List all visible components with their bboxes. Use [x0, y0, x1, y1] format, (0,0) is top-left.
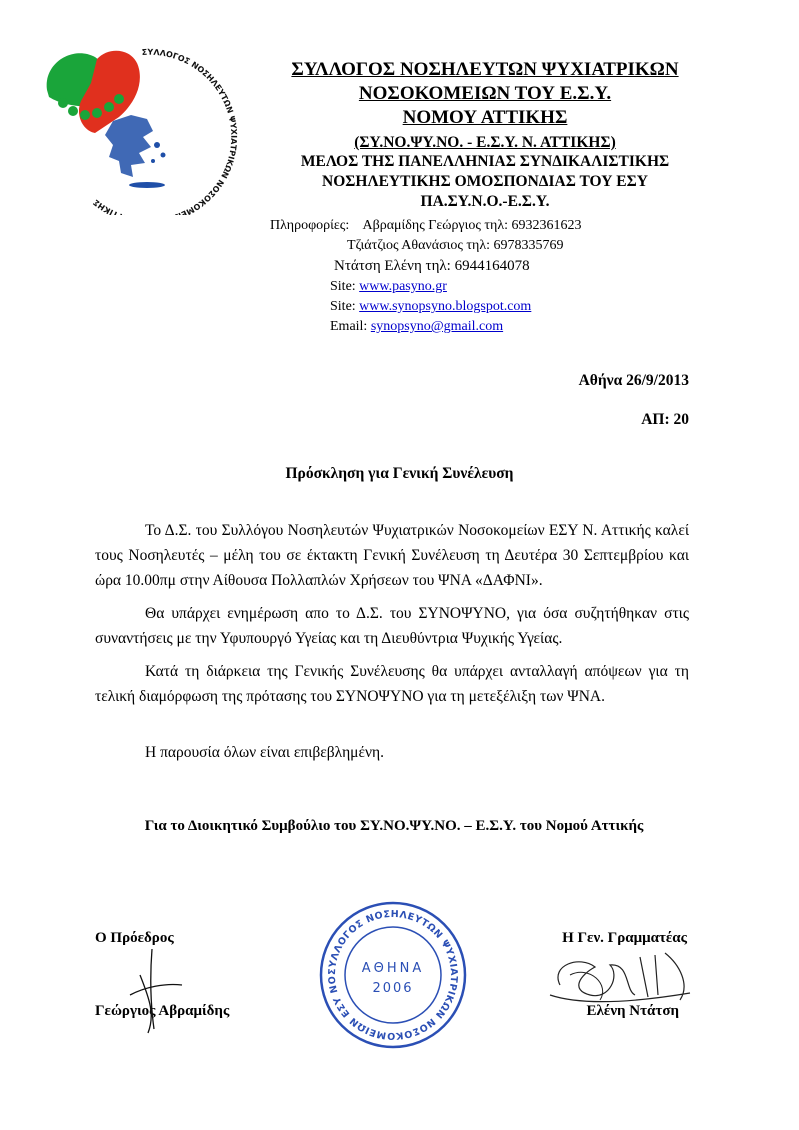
- contact-avramidis: Αβραμίδης Γεώργιος τηλ: 6932361623: [362, 218, 582, 233]
- document-date: Αθήνα 26/9/2013: [578, 372, 689, 389]
- member-line3: ΠΑ.ΣΥ.Ν.Ο.-Ε.Σ.Υ.: [420, 193, 550, 210]
- secretary-name: Ελένη Ντάτση: [586, 1003, 679, 1019]
- stamp-year: 2006: [372, 981, 414, 996]
- logo-heart-hands-icon: [35, 35, 250, 215]
- body-paragraph-1: Το Δ.Σ. του Συλλόγου Νοσηλευτών Ψυχιατρικών Νοσοκομείων ΕΣΥ Ν. Αττικής καλεί τους Νοσηλευτές – μέλη του σε έκτακτη Γενική Συνέλευση τη Δευτέρα 30 Σεπτεμβρίου και ώρα 10.00πμ στην Αίθουσα Πολλαπλών Χρήσεων του ΨΝΑ «ΔΑΦΝΙ».: [95, 522, 689, 589]
- president-title: Ο Πρόεδρος: [95, 930, 174, 946]
- site-pasyno-link[interactable]: www.pasyno.gr: [359, 279, 447, 294]
- organization-logo: [35, 35, 250, 215]
- document-subject: Πρόσκληση για Γενική Συνέλευση: [285, 465, 514, 482]
- email-link[interactable]: synopsyno@gmail.com: [370, 319, 504, 334]
- body-paragraph-3: Κατά τη διάρκεια της Γενικής Συνέλευσης θα υπάρχει ανταλλαγή απόψεων για τη τελική διαμόρφωση της πρότασης του ΣΥΝΟΨΥΝΟ για τη μετεξέλιξη των ΨΝΑ.: [95, 663, 689, 705]
- secretary-signature: [540, 945, 700, 1015]
- president-name: Γεώργιος Αβραμίδης: [95, 1003, 230, 1019]
- site-label: Site:: [330, 279, 356, 294]
- site-label-2: Site:: [330, 299, 356, 314]
- body-paragraph-4: Η παρουσία όλων είναι επιβεβλημένη.: [145, 744, 384, 761]
- org-name-line1: ΣΥΛΛΟΓΟΣ ΝΟΣΗΛΕΥΤΩΝ ΨΥΧΙΑΤΡΙΚΩΝ: [291, 59, 679, 80]
- email-label: Email:: [330, 319, 368, 334]
- body-paragraph-2: Θα υπάρχει ενημέρωση απο το Δ.Σ. του ΣΥΝΟΨΥΝΟ, για όσα συζητήθηκαν στις συναντήσεις με την Υφυπουργό Υγείας και τη Διευθύντρια Ψυχικής Υγείας.: [95, 605, 689, 647]
- secretary-title: Η Γεν. Γραμματέας: [562, 930, 687, 946]
- site-line2: [330, 297, 531, 317]
- stamp-city: ΑΘΗΝΑ: [361, 961, 425, 976]
- letter-body: [95, 518, 689, 765]
- logo-ring-text: ΣΥΛΛΟΓΟΣ ΝΟΣΗΛΕΥΤΩΝ ΨΥΧΙΑΤΡΙΚΩΝ ΝΟΣΟΚΟΜΕ ΤΙΚΗΣ: [91, 47, 239, 215]
- stamp-seal-icon: [318, 900, 468, 1050]
- official-stamp: [318, 900, 468, 1050]
- stamp-ring-text: ΣΥΛΛΟΓΟΣ ΝΟΣΗΛΕΥΤΩΝ ΨΥΧΙΑΤΡΙΚΩΝ ΝΟΣΟΚΟΜΕΙΩΝ ΕΣΥ ΝΟ: [326, 908, 460, 1042]
- org-name-line3: ΝΟΜΟΥ ΑΤΤΙΚΗΣ: [402, 107, 568, 128]
- email-line: [330, 317, 503, 337]
- closing-line: Για το Διοικητικό Συμβούλιο του ΣΥ.ΝΟ.ΨΥ.ΝΟ. – Ε.Σ.Υ. του Νομού Αττικής: [144, 818, 644, 834]
- contact-label: Πληροφορίες:: [270, 218, 350, 233]
- contact-ntatsi: Ντάτση Ελένη τηλ: 6944164078: [334, 258, 530, 274]
- contact-line1: [270, 216, 582, 236]
- protocol-number: ΑΠ: 20: [641, 411, 689, 428]
- member-line1: ΜΕΛΟΣ ΤΗΣ ΠΑΝΕΛΛΗΝΙΑΣ ΣΥΝΔΙΚΑΛΙΣΤΙΚΗΣ: [300, 153, 670, 170]
- site-blogspot-link[interactable]: www.synopsyno.blogspot.com: [359, 299, 532, 314]
- contact-tziatzios: Τζιάτζιος Αθανάσιος τηλ: 6978335769: [347, 238, 564, 253]
- site-line1: [330, 277, 447, 297]
- org-abbreviation: (ΣΥ.ΝΟ.ΨΥ.ΝΟ. - Ε.Σ.Υ. Ν. ΑΤΤΙΚΗΣ): [354, 134, 616, 151]
- org-name-line2: ΝΟΣΟΚΟΜΕΙΩΝ ΤΟΥ Ε.Σ.Υ.: [358, 83, 612, 104]
- member-line2: ΝΟΣΗΛΕΥΤΙΚΗΣ ΟΜΟΣΠΟΝΔΙΑΣ ΤΟΥ ΕΣΥ: [322, 173, 648, 190]
- president-signature: [120, 945, 200, 1035]
